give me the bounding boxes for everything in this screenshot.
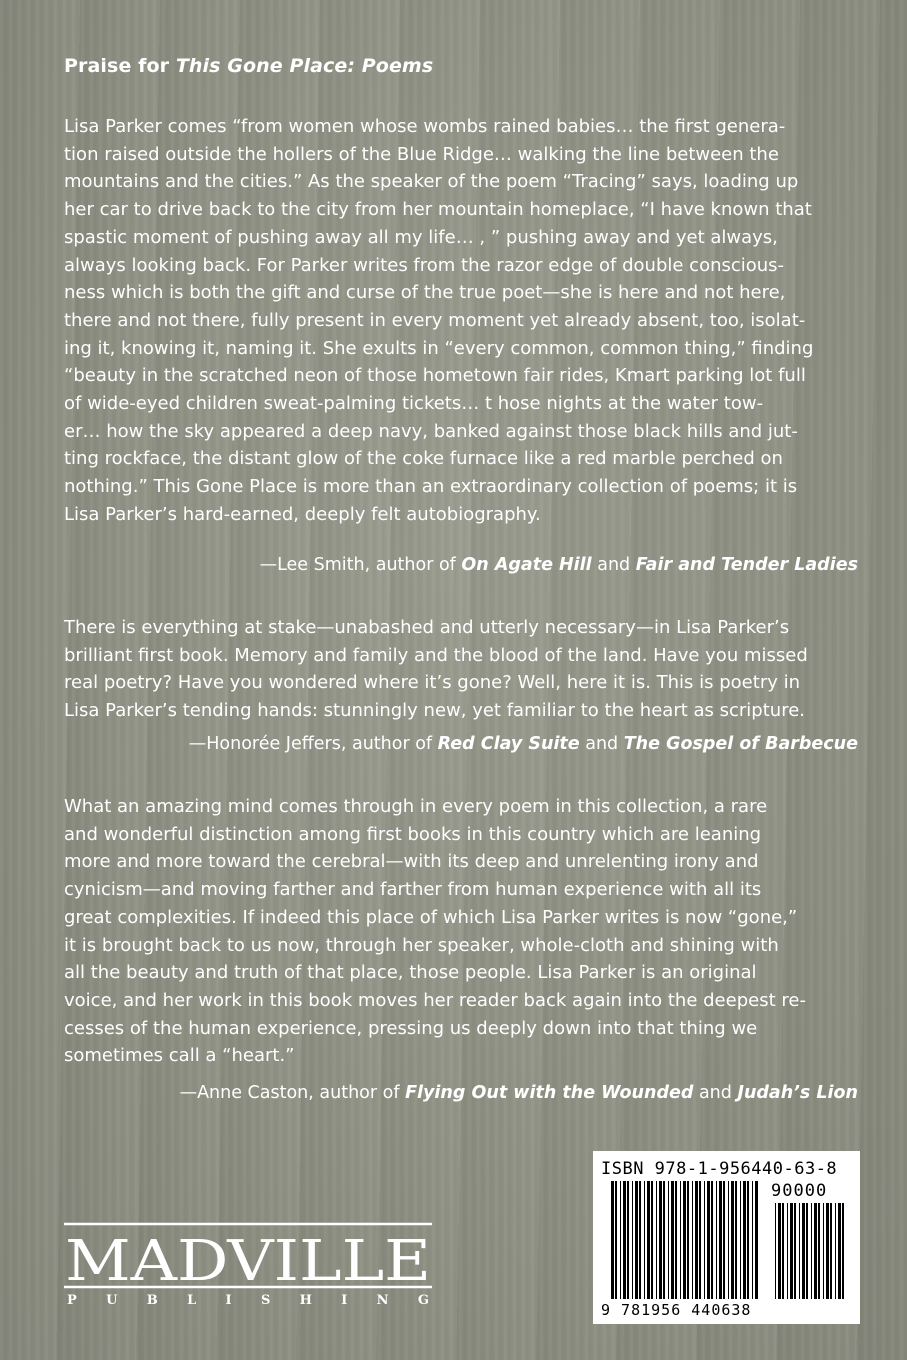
barcode-bar [775, 1203, 776, 1299]
blurb-line: all the beauty and truth of that place, those people. Lisa Parker is an original [64, 962, 757, 984]
barcode-bar [611, 1181, 614, 1299]
barcode-bar [687, 1181, 689, 1299]
blurb-line: “beauty in the scratched neon of those hometown fair rides, Kmart parking lot full [64, 365, 806, 387]
barcode-bar [782, 1203, 784, 1299]
madville-publishing-logo [62, 1218, 434, 1308]
barcode-bar [838, 1203, 841, 1299]
blurb-anne-caston [64, 793, 858, 1070]
barcode-bar [656, 1181, 657, 1299]
barcode-bar [787, 1203, 788, 1299]
blurb-lee-smith [64, 113, 858, 529]
isbn-number: ISBN 978-1-956440-63-8 [601, 1159, 838, 1179]
barcode-bar [707, 1181, 710, 1299]
blurb-line: ness which is both the gift and curse of the true poet—she is here and not here, [64, 282, 786, 304]
barcode-bar [814, 1203, 817, 1299]
ean-bars [611, 1181, 761, 1299]
barcode-bar [740, 1181, 741, 1299]
blurb-line: What an amazing mind comes through in every poem in this collection, a rare [64, 796, 768, 817]
barcode-bar [823, 1203, 824, 1299]
attributed-book: Red Clay Suite [437, 734, 580, 754]
barcode-bar [728, 1181, 729, 1299]
blurb-line: of wide-eyed children sweat-palming tickets… t hose nights at the water tow- [64, 393, 764, 415]
blurb-line: Lisa Parker’s hard-earned, deeply felt autobiography. [64, 503, 541, 525]
blurb-line: more and more toward the cerebral—with its deep and unrelenting irony and [64, 851, 759, 873]
logo-wordmark: MADVILLE [65, 1229, 431, 1294]
blurb-line: voice, and her work in this book moves her reader back again into the deepest re- [64, 989, 806, 1011]
barcode-bar [615, 1181, 617, 1299]
attributed-book: Fair and Tender Ladies [635, 555, 858, 575]
barcode-bar [680, 1181, 681, 1299]
barcode-bar [719, 1181, 722, 1299]
barcode-bar [747, 1181, 749, 1299]
blurb-honoree-jeffers [64, 614, 858, 725]
barcode-bar [639, 1181, 641, 1299]
blurb-line: her car to drive back to the city from her mountain homeplace, “I have known that [64, 199, 812, 221]
blurb-line: nothing.” This Gone Place is more than an extraordinary collection of poems; it is [64, 476, 798, 498]
price-code: 90000 [771, 1181, 828, 1201]
barcode-bar [623, 1181, 626, 1299]
barcode-bar [683, 1181, 686, 1299]
logo-subtitle: PUBLISHING [67, 1293, 429, 1308]
barcode-bar [799, 1203, 800, 1299]
blurb-line: and wonderful distinction among first books in this country which are leaning [64, 823, 762, 845]
barcode-bar [671, 1181, 674, 1299]
barcode-bar [806, 1203, 808, 1299]
blurb-line: sometimes call a “heart.” [64, 1045, 295, 1067]
attributed-book: On Agate Hill [461, 555, 592, 575]
barcode-bar [692, 1181, 693, 1299]
barcode-bar [695, 1181, 698, 1299]
barcode-bar [647, 1181, 650, 1299]
barcode-bar [651, 1181, 653, 1299]
blurb-line: er… how the sky appeared a deep navy, banked against those black hills and jut- [64, 420, 798, 442]
barcode-bar [735, 1181, 737, 1299]
blurb-line: there and not there, fully present in every moment yet already absent, too, isolat- [64, 309, 806, 331]
barcode-bar [731, 1181, 734, 1299]
blurb-line: spastic moment of pushing away all my life… , ” pushing away and yet always, [64, 226, 778, 248]
barcode-bar [811, 1203, 812, 1299]
attribution-anne-caston: —Anne Caston, author of Flying Out with the Wounded and Judah’s Lion [179, 1083, 858, 1103]
blurb-line: it is brought back to us now, through her speaker, whole-cloth and shining with [64, 934, 779, 956]
attributed-book: The Gospel of Barbecue [623, 734, 858, 754]
attribution-honoree-jeffers: —Honorée Jeffers, author of Red Clay Suite and The Gospel of Barbecue [188, 734, 858, 754]
barcode-bar [675, 1181, 677, 1299]
barcode-bar [699, 1181, 701, 1299]
barcode-bar [802, 1203, 805, 1299]
blurb-line: always looking back. For Parker writes from the razor edge of double conscious- [64, 254, 785, 276]
barcode-bar [830, 1203, 832, 1299]
barcode-bar [620, 1181, 621, 1299]
blurb-line: Lisa Parker comes “from women whose wombs rained babies… the first genera- [64, 116, 786, 137]
blurb-line: cesses of the human experience, pressing us deeply down into that thing we [64, 1017, 758, 1039]
barcode-bar [635, 1181, 638, 1299]
attributed-book: Judah’s Lion [737, 1083, 858, 1103]
barcode-bar [704, 1181, 705, 1299]
barcode-bar [752, 1181, 753, 1299]
isbn-barcode [593, 1151, 860, 1324]
blurb-line: great complexities. If indeed this place of which Lisa Parker writes is now “gone,” [64, 906, 798, 928]
addon-bars [775, 1203, 847, 1299]
barcode-bar [659, 1181, 662, 1299]
barcode-bar [835, 1203, 836, 1299]
barcode-bar [755, 1181, 758, 1299]
barcode-bar [723, 1181, 725, 1299]
blurb-line: mountains and the cities.” As the speaker of the poem “Tracing” says, loading up [64, 171, 799, 193]
praise-heading: Praise for This Gone Place: Poems [64, 55, 434, 77]
ean-number: 9 781956 440638 [601, 1301, 752, 1319]
barcode-bar [790, 1203, 793, 1299]
barcode-bar [716, 1181, 717, 1299]
blurb-line: Lisa Parker’s tending hands: stunningly new, yet familiar to the heart as scripture. [64, 700, 805, 722]
barcode-bar [644, 1181, 645, 1299]
barcode-bar [826, 1203, 829, 1299]
blurb-line: real poetry? Have you wondered where it’s gone? Well, here it is. This is poetry in [64, 672, 800, 694]
blurb-line: tion raised outside the hollers of the Blue Ridge… walking the line between the [64, 143, 779, 165]
barcode-bar [663, 1181, 665, 1299]
barcode-bar [842, 1203, 844, 1299]
attribution-lee-smith: —Lee Smith, author of On Agate Hill and Fair and Tender Ladies [259, 555, 858, 575]
barcode-bar [743, 1181, 746, 1299]
barcode-bar [632, 1181, 633, 1299]
blurb-line: ting rockface, the distant glow of the coke furnace like a red marble perched on [64, 448, 783, 470]
barcode-bar [818, 1203, 820, 1299]
barcode-bar [711, 1181, 713, 1299]
blurb-line: brilliant first book. Memory and family and the blood of the land. Have you missed [64, 644, 808, 666]
blurb-line: ing it, knowing it, naming it. She exults in “every common, common thing,” finding [64, 337, 814, 359]
barcode-bar [627, 1181, 629, 1299]
attributed-book: Flying Out with the Wounded [405, 1083, 694, 1103]
blurb-line: There is everything at stake—unabashed and utterly necessary—in Lisa Parker’s [64, 617, 790, 638]
barcode-bar [794, 1203, 796, 1299]
blurb-line: cynicism—and moving farther and farther from human experience with all its [64, 879, 762, 901]
book-title: This Gone Place: Poems [175, 55, 434, 77]
barcode-bar [778, 1203, 781, 1299]
barcode-bar [668, 1181, 669, 1299]
